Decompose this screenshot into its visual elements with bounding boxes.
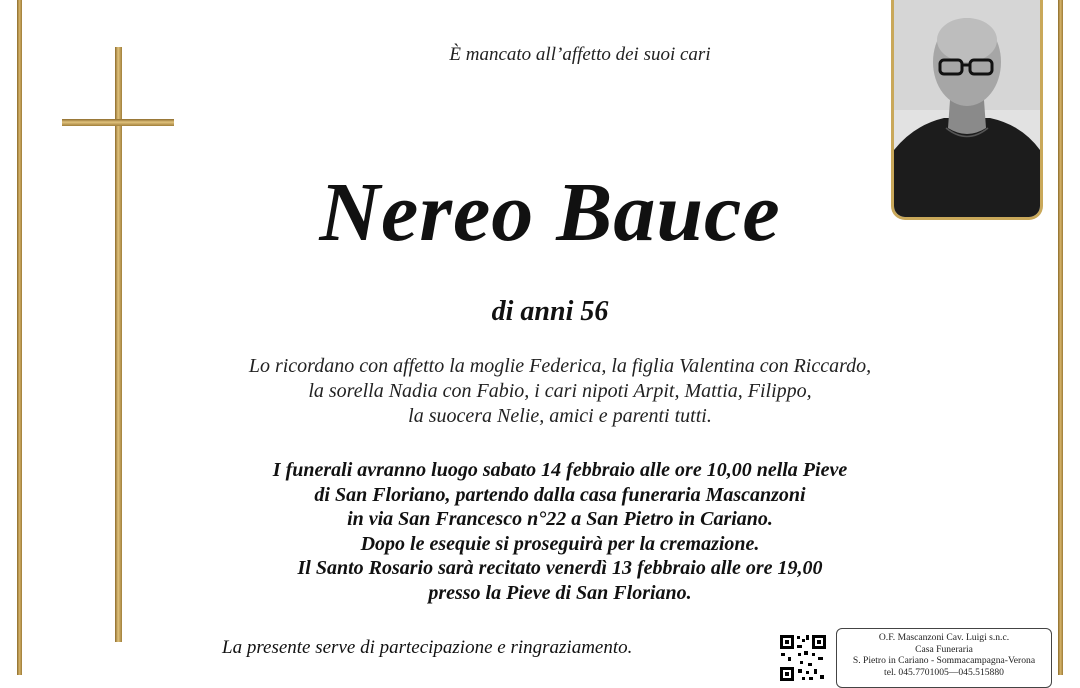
funeral-home-info — [836, 628, 1052, 688]
portrait-photo — [891, 0, 1043, 220]
frame-left-border — [17, 0, 22, 675]
funeral-line: in via San Francesco n°22 a San Pietro in Cariano. — [347, 508, 773, 530]
mourners-paragraph — [180, 354, 940, 429]
mourners-line: Lo ricordano con affetto la moglie Federica, la figlia Valentina con Riccardo, — [248, 355, 872, 377]
company-type: Casa Funeraria — [915, 643, 973, 655]
funeral-line: di San Floriano, partendo dalla casa funeraria Mascanzoni — [314, 483, 806, 506]
mourners-line: la sorella Nadia con Fabio, i cari nipoti Arpit, Mattia, Filippo, — [308, 380, 812, 402]
qr-code-icon[interactable] — [778, 633, 828, 683]
funeral-line: Il Santo Rosario sarà recitato venerdì 13 febbraio alle ore 19,00 — [297, 557, 823, 579]
company-name: O.F. Mascanzoni Cav. Luigi s.n.c. — [878, 632, 1010, 643]
age-text: di anni 56 — [491, 296, 609, 327]
company-location: S. Pietro in Cariano - Sommacampagna-Verona — [852, 655, 1036, 666]
closing-text: La presente serve di partecipazione e ringraziamento. — [222, 637, 633, 658]
funeral-details — [180, 458, 940, 605]
funeral-line: I funerali avranno luogo sabato 14 febbraio alle ore 10,00 nella Pieve — [272, 459, 848, 481]
frame-right-border — [1058, 0, 1063, 675]
funeral-line: presso la Pieve di San Floriano. — [428, 581, 692, 604]
intro-text: È mancato all’affetto dei suoi cari — [449, 44, 711, 65]
funeral-line: Dopo le esequie si proseguirà per la cremazione. — [360, 532, 760, 555]
company-phone: tel. 045.7701005—045.515880 — [884, 666, 1004, 678]
mourners-line: la suocera Nelie, amici e parenti tutti. — [408, 405, 712, 427]
deceased-name: Nereo Bauce — [319, 166, 781, 259]
